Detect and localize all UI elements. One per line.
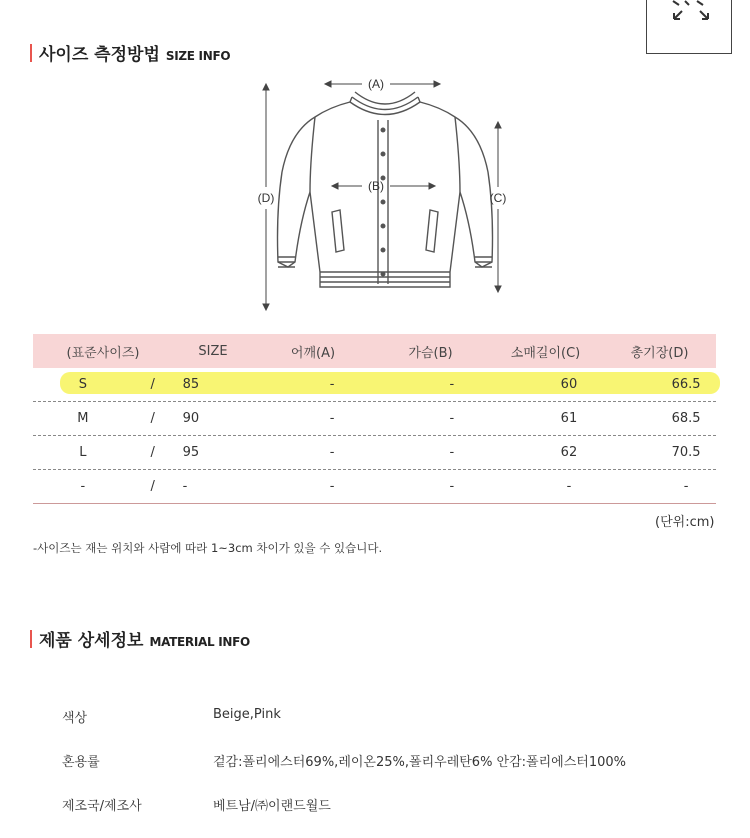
cell-separator: / [150, 377, 155, 392]
jacket-measure-diagram [240, 72, 530, 322]
cell-size: - [80, 479, 86, 494]
table-row [33, 470, 716, 504]
header-size: SIZE [198, 343, 228, 359]
cell-sleeve: 60 [560, 377, 578, 392]
cell-size: S [78, 377, 87, 392]
expand-button[interactable] [646, 0, 732, 54]
label-b: (B) [368, 179, 384, 193]
material-info-heading [30, 626, 250, 651]
material-title-ko: 제품 상세정보 [39, 631, 144, 651]
cell-separator: / [150, 479, 155, 494]
heading-accent-bar [30, 44, 32, 62]
cell-sleeve: - [566, 479, 572, 494]
table-header [33, 334, 716, 368]
size-title-en: SIZE INFO [165, 49, 231, 63]
cell-chest: - [449, 479, 455, 494]
cell-size-num: 90 [182, 411, 200, 426]
material-value-color: Beige,Pink [213, 707, 281, 722]
cell-shoulder: - [329, 377, 335, 392]
cell-chest: - [449, 411, 455, 426]
table-row [33, 436, 716, 470]
material-label-color: 색상 [62, 711, 88, 726]
material-value-composition: 겉감:폴리에스터69%,레이온25%,폴리우레탄6% 안감:폴리에스터100% [213, 755, 627, 770]
header-length: 총기장(D) [630, 345, 689, 361]
cell-sleeve: 62 [560, 445, 578, 460]
cell-size: M [77, 411, 89, 426]
size-disclaimer: -사이즈는 재는 위치와 사람에 따라 1~3cm 차이가 있을 수 있습니다. [33, 541, 383, 555]
cell-length: - [683, 479, 689, 494]
cell-chest: - [449, 445, 455, 460]
header-standard-size: (표준사이즈) [66, 345, 140, 361]
cell-length: 68.5 [671, 411, 701, 426]
material-value-origin: 베트남/㈜이랜드월드 [213, 799, 331, 814]
size-table [33, 334, 716, 504]
cell-size-num: - [182, 479, 188, 494]
material-label-composition: 혼용률 [62, 755, 100, 770]
cell-size-num: 85 [182, 377, 200, 392]
material-title-en: MATERIAL INFO [149, 635, 250, 649]
table-row [33, 402, 716, 436]
cell-shoulder: - [329, 445, 335, 460]
label-a: (A) [368, 77, 384, 91]
label-c: (C) [489, 191, 507, 205]
cell-separator: / [150, 445, 155, 460]
cell-chest: - [449, 377, 455, 392]
cell-shoulder: - [329, 479, 335, 494]
heading-accent-bar [30, 630, 32, 648]
cell-length: 70.5 [671, 445, 701, 460]
cell-size: L [79, 445, 87, 460]
material-label-origin: 제조국/제조사 [62, 799, 142, 814]
cell-shoulder: - [329, 411, 335, 426]
size-title-ko: 사이즈 측정방법 [39, 45, 160, 65]
header-sleeve: 소매길이(C) [510, 345, 581, 361]
header-chest: 가슴(B) [408, 345, 453, 361]
cell-length: 66.5 [671, 377, 701, 392]
cell-separator: / [150, 411, 155, 426]
cell-sleeve: 61 [560, 411, 578, 426]
table-row [33, 368, 716, 402]
label-d: (D) [257, 191, 275, 205]
expand-icon [647, 0, 733, 55]
header-shoulder: 어깨(A) [290, 345, 336, 361]
cell-size-num: 95 [182, 445, 200, 460]
size-info-heading [30, 40, 230, 65]
unit-note: (단위:cm) [655, 515, 715, 530]
